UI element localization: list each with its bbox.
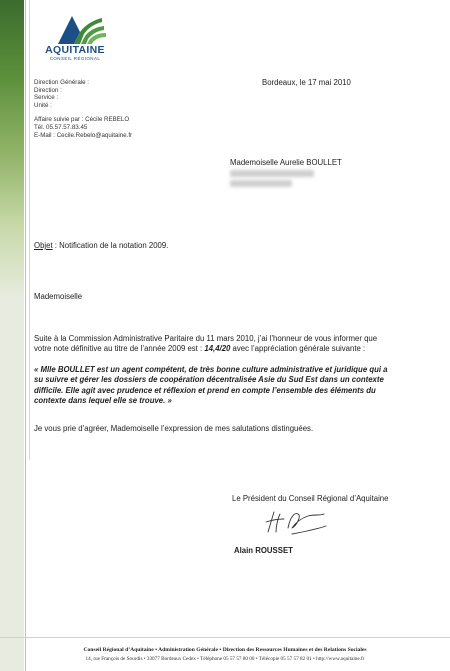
salutation: Mademoiselle [34, 292, 83, 301]
sender-unite: Unité : [34, 101, 52, 109]
redacted-address-line-2 [230, 180, 292, 187]
subject-label: Objet [34, 241, 53, 250]
sender-direction: Direction : [34, 86, 62, 94]
subject-line [34, 241, 168, 251]
body-line-2: votre note définitive au titre de l’année 2009 est : 14,4/20 avec l’appréciation générale suivante : [34, 343, 366, 353]
footer-line-2: 14, rue François de Sourdis • 33077 Bordeaux Cedex • Téléphone 05 57 57 80 00 • Télécopie 05 57 57 82 01 • http://www.aquitaine.fr [85, 656, 365, 662]
quote-line-4: contexte dans lequel elle se trouve. » [34, 396, 172, 406]
letter-date: Bordeaux, le 17 mai 2010 [262, 78, 351, 87]
sender-service: Service : [34, 94, 59, 102]
sender-direction-generale: Direction Générale : [34, 79, 90, 86]
sender-affaire: Affaire suivie par : Cécile REBELO [34, 116, 130, 124]
side-divider-line [25, 0, 26, 671]
side-strip-gradient [0, 0, 24, 300]
appreciation-quote [34, 365, 446, 407]
signatory-title: Le Président du Conseil Régional d’Aquitaine [232, 494, 389, 503]
sender-block [34, 79, 132, 139]
subject-text: : Notification de la notation 2009. [52, 241, 169, 250]
logo-name: AQUITAINE [45, 44, 105, 56]
body-line-1: Suite à la Commission Administrative Paritaire du 11 mars 2010, j’ai l’honneur de vous informer que [34, 334, 378, 343]
redacted-address-line-1 [230, 170, 314, 177]
grade-value: 14,4/20 [204, 343, 231, 353]
sender-email: E-Mail : Cecile.Rebelo@aquitaine.fr [34, 131, 133, 139]
footer-divider [0, 637, 450, 638]
quote-line-1: « Mlle BOULLET est un agent compétent, de très bonne culture administrative et juridique qui a [34, 365, 388, 374]
side-divider-line-inner [29, 0, 30, 460]
decorative-side-strip [0, 0, 24, 671]
handwritten-signature [262, 504, 332, 538]
footer-line-1: Conseil Régional d’Aquitaine • Administration Générale • Direction des Ressources Humaines et des Relations Sociales [83, 647, 367, 653]
signatory-name: Alain ROUSSET [234, 546, 293, 555]
quote-line-3: difficile. Elle agit avec prudence et réflexion et prend en compte l’ensemble des éléments du [34, 385, 376, 395]
body-paragraph [34, 334, 444, 353]
logo-subtitle: CONSEIL RÉGIONAL [49, 56, 101, 61]
closing-formula: Je vous prie d’agréer, Mademoiselle l’expression de mes salutations distinguées. [34, 424, 314, 433]
quote-line-2: su suivre et gérer les dossiers de coopération décentralisée Asie du Sud Est dans un contexte [34, 375, 384, 385]
sender-tel: Tél. 05.57.57.83.45 [34, 123, 88, 131]
recipient-name: Mademoiselle Aurelie BOULLET [230, 158, 342, 167]
